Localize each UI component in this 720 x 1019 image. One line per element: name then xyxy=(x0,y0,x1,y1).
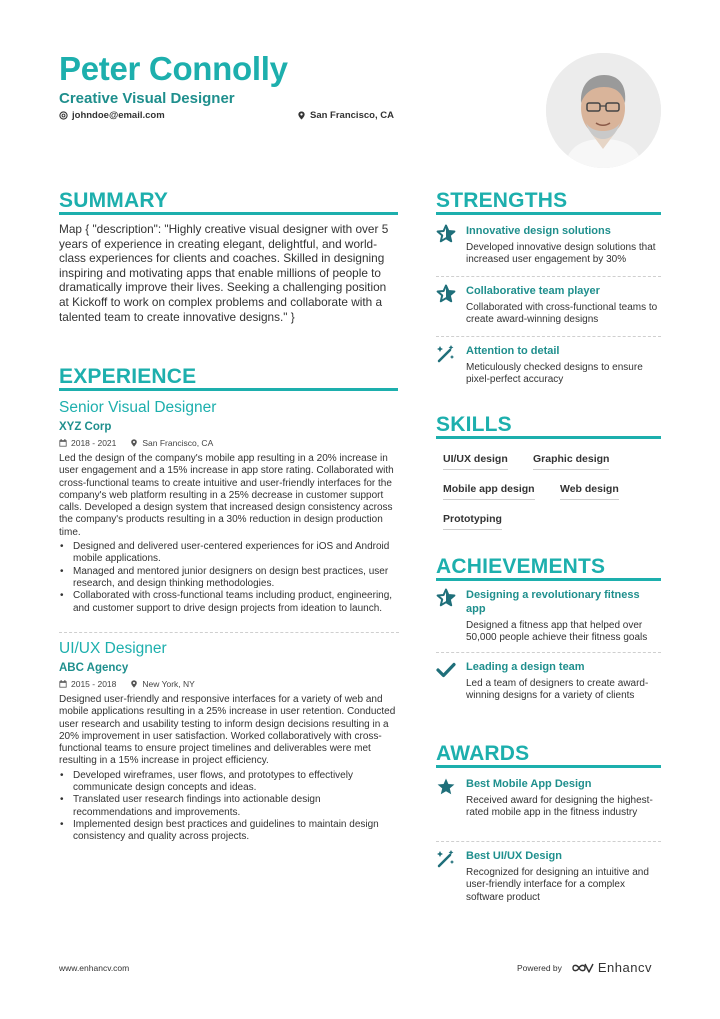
skills-heading: SKILLS xyxy=(436,413,512,436)
skill-tag: Prototyping xyxy=(443,513,502,530)
location-pin-icon xyxy=(297,111,306,120)
strength-title: Collaborative team player xyxy=(466,285,600,297)
award-title: Best UI/UX Design xyxy=(466,850,562,862)
brand-logo[interactable] xyxy=(572,960,652,975)
job-entry xyxy=(59,640,399,844)
profile-photo xyxy=(546,53,661,168)
achievements-divider xyxy=(436,578,661,581)
job-role: UI/UX Designer xyxy=(59,640,167,657)
star-outline-icon xyxy=(436,588,456,608)
achievement-description: Led a team of designers to create award-winning designs for a variety of clients xyxy=(466,678,649,702)
job-bullet: • Designed and delivered user-centered experiences for iOS and Android mobile applications. xyxy=(59,541,399,566)
award-description: Recognized for designing an intuitive and user-friendly interface for a complex software product xyxy=(466,867,649,903)
candidate-title: Creative Visual Designer xyxy=(59,90,235,107)
job-dates: 2018 - 2021 xyxy=(71,438,117,448)
strength-separator xyxy=(436,336,661,337)
magic-wand-icon xyxy=(436,344,456,364)
email-contact[interactable] xyxy=(59,110,165,121)
achievement-title: Designing a revolutionary fitness app xyxy=(466,589,640,615)
job-location: New York, NY xyxy=(142,679,195,689)
achievement-description: Designed a fitness app that helped over 50,000 people achieve their fitness goals xyxy=(466,620,648,644)
job-company: XYZ Corp xyxy=(59,421,112,433)
skill-tag: Graphic design xyxy=(533,453,609,470)
award-title: Best Mobile App Design xyxy=(466,778,592,790)
job-description: Led the design of the company's mobile app resulting in a 20% increase in user engagement and a 15% increase in app store rating. Collaborated with cross-functional teams to create intuitive and user-friendly interfaces for the company's web platform resulting in a 25% decrease in customer support calls. Developed a design system that increased design consistency across the company's products resulting in a 30% reduction in design production time. xyxy=(59,453,394,538)
strengths-heading: STRENGTHS xyxy=(436,189,568,212)
summary-divider xyxy=(59,212,398,215)
achievements-heading: ACHIEVEMENTS xyxy=(436,555,606,578)
job-meta xyxy=(59,679,399,689)
award-description: Received award for designing the highest-rated mobile app in the fitness industry xyxy=(466,795,653,819)
awards-heading: AWARDS xyxy=(436,742,530,765)
location-contact xyxy=(297,110,394,121)
magic-wand-icon xyxy=(436,849,456,869)
experience-divider xyxy=(59,388,398,391)
brand-name: Enhancv xyxy=(597,960,652,975)
strength-title: Innovative design solutions xyxy=(466,225,611,237)
star-outline-icon xyxy=(436,284,456,304)
achievement-item xyxy=(436,588,661,645)
skill-tag: Mobile app design xyxy=(443,483,535,500)
job-description: Designed user-friendly and responsive interfaces for a variety of web and mobile applications resulting in a 25% increase in user retention. Conducted user research and usability testing to inform design decisions resulting in a 20% improvement in user satisfaction. Worked collaboratively with cross-functional teams to ensure project timelines and deliverables were met resulting in a 15% increase in project efficiency. xyxy=(59,694,396,767)
strength-item xyxy=(436,284,661,327)
award-item xyxy=(436,777,661,820)
at-icon xyxy=(59,111,68,120)
location-pin-icon xyxy=(130,680,138,688)
strength-item xyxy=(436,224,661,267)
star-filled-icon xyxy=(436,777,456,797)
footer-website-link[interactable]: www.enhancv.com xyxy=(59,963,130,973)
job-bullet: • Managed and mentored junior designers on design best practices, user research, and design thinking methodologies. xyxy=(59,566,399,591)
award-separator xyxy=(436,841,661,842)
strength-description: Meticulously checked designs to ensure pixel-perfect accuracy xyxy=(466,362,643,386)
check-icon xyxy=(436,660,456,680)
strength-item xyxy=(436,344,661,387)
footer-powered-by xyxy=(517,960,652,975)
job-entry xyxy=(59,399,399,615)
job-meta xyxy=(59,438,399,448)
job-bullet: • Implemented design best practices and guidelines to maintain design consistency and quality across projects. xyxy=(59,819,399,844)
strength-description: Collaborated with cross-functional teams to create award-winning designs xyxy=(466,302,658,326)
job-company: ABC Agency xyxy=(59,662,129,674)
location-pin-icon xyxy=(130,439,138,447)
awards-divider xyxy=(436,765,661,768)
candidate-name: Peter Connolly xyxy=(59,50,288,87)
job-bullets xyxy=(59,541,399,615)
achievement-item xyxy=(436,660,661,703)
skill-tag: Web design xyxy=(560,483,619,500)
location-text: San Francisco, CA xyxy=(310,110,394,121)
skill-tag: UI/UX design xyxy=(443,453,508,470)
calendar-icon xyxy=(59,680,67,688)
summary-text: Map { "description": "Highly creative visual designer with over 5 years of experience in creating elegant, delightful, and world-class experiences for clients and coaches. Skilled in designing inspiring and motivating apps that enable millions of people to dramatically improve their lives. Seeking a challenging position at Kickoff to work on complex problems and collaborate with a talented team to create innovative designs." } xyxy=(59,222,389,324)
job-bullet: • Collaborated with cross-functional teams including product, engineering, and customer support to drive design projects from ideation to launch. xyxy=(59,590,399,615)
strength-separator xyxy=(436,276,661,277)
skills-divider xyxy=(436,436,661,439)
calendar-icon xyxy=(59,439,67,447)
enhancv-logo-icon xyxy=(572,962,594,974)
experience-heading: EXPERIENCE xyxy=(59,365,197,388)
job-bullet: • Developed wireframes, user flows, and prototypes to effectively communicate design concepts and ideas. xyxy=(59,770,399,795)
job-location: San Francisco, CA xyxy=(142,438,214,448)
job-bullets xyxy=(59,770,399,844)
job-dates: 2015 - 2018 xyxy=(71,679,117,689)
achievement-title: Leading a design team xyxy=(466,661,585,673)
award-item xyxy=(436,849,661,904)
job-bullet: • Translated user research findings into actionable design recommendations and improvements. xyxy=(59,794,399,819)
star-outline-icon xyxy=(436,224,456,244)
strengths-divider xyxy=(436,212,661,215)
email-text: johndoe@email.com xyxy=(72,110,165,121)
summary-heading: SUMMARY xyxy=(59,189,169,212)
job-role: Senior Visual Designer xyxy=(59,399,217,416)
achievement-separator xyxy=(436,652,661,653)
strength-title: Attention to detail xyxy=(466,345,560,357)
job-separator xyxy=(59,632,399,633)
powered-by-label: Powered by xyxy=(517,962,562,973)
strength-description: Developed innovative design solutions that increased user engagement by 30% xyxy=(466,242,656,266)
